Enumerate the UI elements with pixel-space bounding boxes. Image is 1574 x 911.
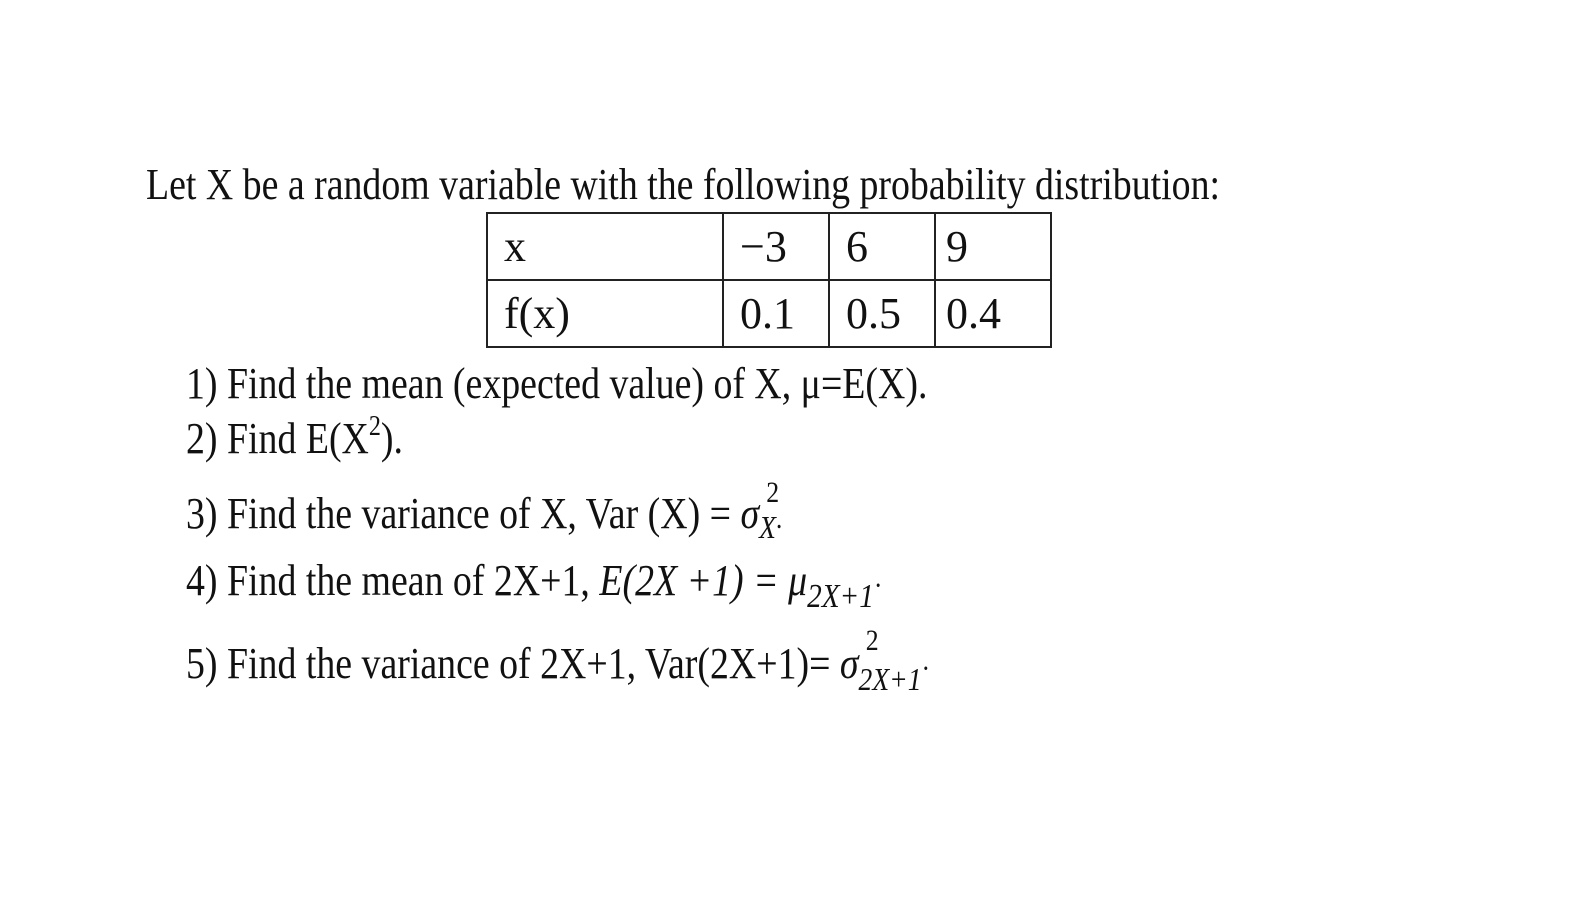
question-2-superscript: 2 (368, 411, 381, 442)
question-2 (186, 411, 403, 473)
table-row-x (487, 213, 1051, 280)
question-5-text: 5) Find the variance of 2X+1, Var(2X+1)= (186, 639, 840, 688)
question-3-end: . (775, 502, 783, 535)
question-3-text: 3) Find the variance of X, Var (X) = (186, 489, 741, 538)
question-5 (186, 624, 931, 697)
question-2-end: ). (380, 414, 403, 463)
question-2-text: 2) Find E(X (186, 414, 369, 463)
sigma-2x-plus-1-squared (839, 624, 922, 697)
problem-intro: Let X be a random variable with the following probability distribution: (146, 160, 1221, 209)
x-value-2: 6 (829, 213, 935, 280)
sigma-x-superscript: 2 (766, 476, 780, 509)
sigma-2x1-subscript: 2X+1 (858, 661, 922, 697)
question-5-end: · (921, 652, 931, 685)
x-value-1: −3 (723, 213, 829, 280)
probability-distribution-table (486, 212, 1052, 348)
sigma-symbol-5: σ (839, 639, 859, 688)
sigma-x-subscript: X (759, 509, 776, 545)
fx-value-1: 0.1 (723, 280, 829, 347)
sigma-x-squared (740, 476, 780, 545)
row-label-fx: f(x) (487, 280, 723, 347)
question-1: 1) Find the mean (expected value) of X, μ=E(X). (186, 359, 928, 408)
mu-subscript: 2X+1 (807, 578, 874, 615)
question-4 (186, 553, 883, 614)
question-4-text: 4) Find the mean of 2X+1, (186, 556, 600, 605)
mean-2x-plus-1-expression: E(2X +1) = μ (599, 556, 808, 605)
sigma-symbol: σ (740, 489, 760, 538)
table-row-fx (487, 280, 1051, 347)
row-label-x: x (487, 213, 723, 280)
question-3 (186, 476, 783, 547)
fx-value-3: 0.4 (935, 280, 1051, 347)
question-4-end: · (873, 569, 883, 602)
fx-value-2: 0.5 (829, 280, 935, 347)
sigma-2x1-superscript: 2 (865, 624, 879, 657)
x-value-3: 9 (935, 213, 1051, 280)
